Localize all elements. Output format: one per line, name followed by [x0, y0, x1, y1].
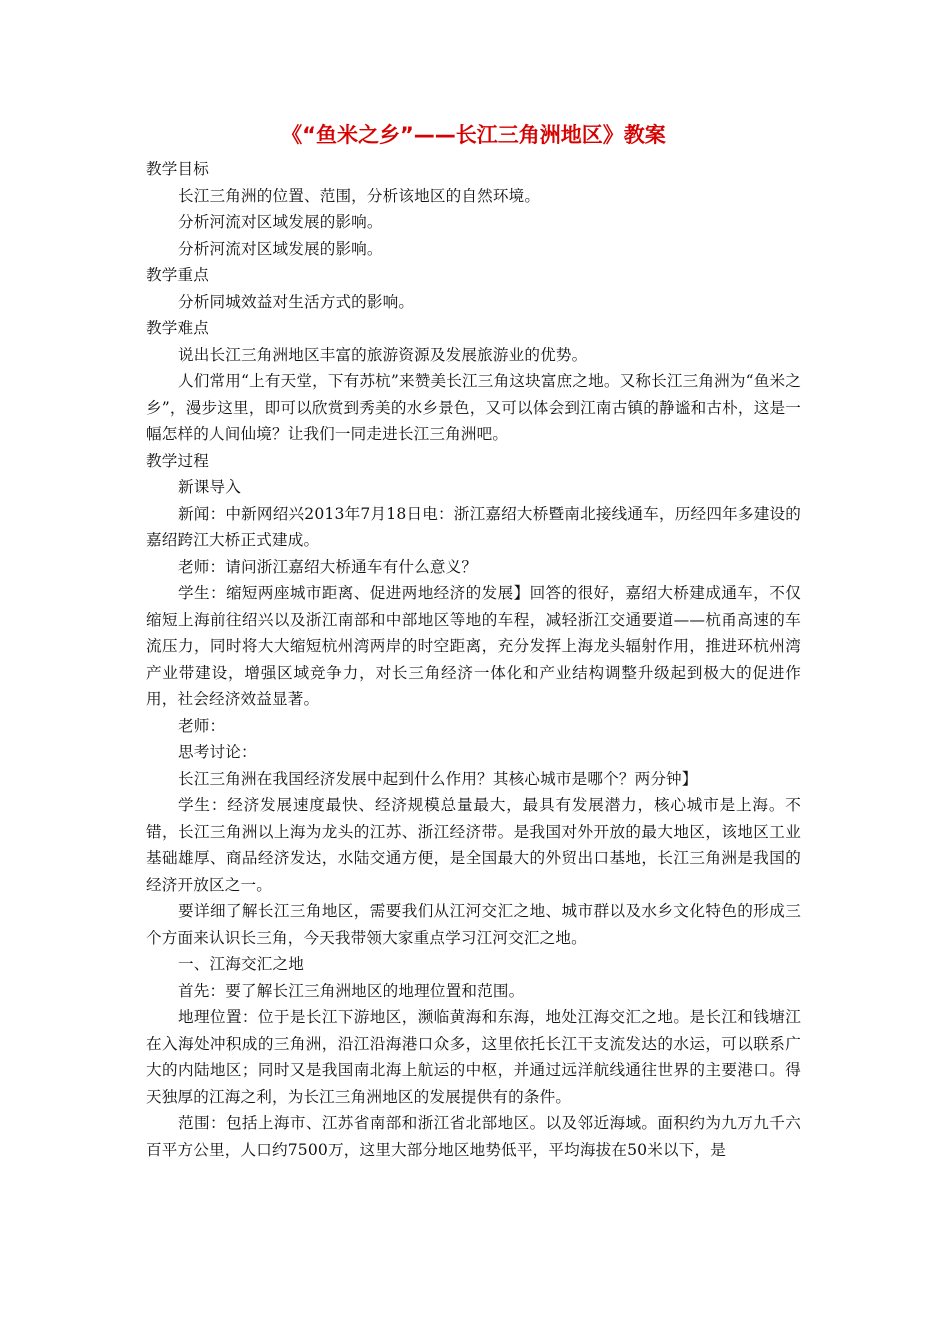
paragraph: 一、江海交汇之地	[178, 955, 304, 973]
paragraph: 分析同城效益对生活方式的影响。	[178, 292, 415, 311]
paragraph: 老师：	[178, 716, 226, 735]
paragraph: 分析河流对区域发展的影响。	[178, 213, 383, 231]
paragraph: 新闻：中新网绍兴2013年7月18日电：浙江嘉绍大桥暨南北接线通车，历经四年多建设的嘉绍跨江大桥正式建成。	[146, 504, 801, 549]
section-heading: 教学目标	[146, 160, 209, 178]
document-body	[146, 156, 801, 1163]
paragraph: 老师：请问浙江嘉绍大桥通车有什么意义？	[178, 557, 478, 576]
paragraph: 长江三角洲在我国经济发展中起到什么作用？其核心城市是哪个？两分钟】	[178, 769, 698, 788]
section-heading: 教学过程	[146, 451, 209, 470]
paragraph: 人们常用“上有天堂，下有苏杭”来赞美长江三角这块富庶之地。又称长江三角洲为“鱼米之乡”，漫步这里，即可以欣赏到秀美的水乡景色，又可以体会到江南古镇的静谧和古朴，这是一幅怎样的人间仙境？让我们一同走进长江三角洲吧。	[146, 372, 801, 443]
paragraph: 分析河流对区域发展的影响。	[178, 239, 383, 258]
paragraph: 范围：包括上海市、江苏省南部和浙江省北部地区。以及邻近海域。面积约为九万九千六百平方公里，人口约7500万，这里大部分地区地势低平，平均海拔在50米以下，是	[146, 1114, 801, 1159]
paragraph: 长江三角洲的位置、范围，分析该地区的自然环境。	[178, 186, 541, 205]
document-title: 《“鱼米之乡”——长江三角洲地区》教案	[281, 123, 666, 147]
document-page	[146, 118, 801, 1163]
paragraph: 新课导入	[178, 478, 241, 496]
paragraph: 首先：要了解长江三角洲地区的地理位置和范围。	[178, 981, 525, 1000]
section-heading: 教学难点	[146, 319, 209, 337]
paragraph: 学生：缩短两座城市距离、促进两地经济的发展】回答的很好，嘉绍大桥建成通车，不仅缩短上海前往绍兴以及浙江南部和中部地区等地的车程，减轻浙江交通要道——杭甬高速的车流压力，同时将大大缩短杭州湾两岸的时空距离，充分发挥上海龙头辐射作用，推进环杭州湾产业带建设，增强区域竞争力，对长三角经济一体化和产业结构调整升级起到极大的促进作用，社会经济效益显著。	[146, 584, 801, 708]
paragraph: 思考讨论：	[178, 743, 257, 761]
paragraph: 学生：经济发展速度最快、经济规模总量最大，最具有发展潜力，核心城市是上海。不错，长江三角洲以上海为龙头的江苏、浙江经济带。是我国对外开放的最大地区，该地区工业基础雄厚、商品经济发达，水陆交通方便，是全国最大的外贸出口基地，长江三角洲是我国的经济开放区之一。	[146, 796, 801, 894]
paragraph: 要详细了解长江三角地区，需要我们从江河交汇之地、城市群以及水乡文化特色的形成三个方面来认识长三角，今天我带领大家重点学习江河交汇之地。	[146, 902, 801, 947]
section-heading: 教学重点	[146, 266, 209, 284]
paragraph: 说出长江三角洲地区丰富的旅游资源及发展旅游业的优势。	[178, 345, 588, 364]
paragraph: 地理位置：位于是长江下游地区，濒临黄海和东海，地处江海交汇之地。是长江和钱塘江在入海处冲积成的三角洲，沿江沿海港口众多，这里依托长江干支流发达的水运，可以联系广大的内陆地区；同时又是我国南北海上航运的中枢，并通过远洋航线通往世界的主要港口。得天独厚的江海之利，为长江三角洲地区的发展提供有的条件。	[146, 1008, 801, 1106]
